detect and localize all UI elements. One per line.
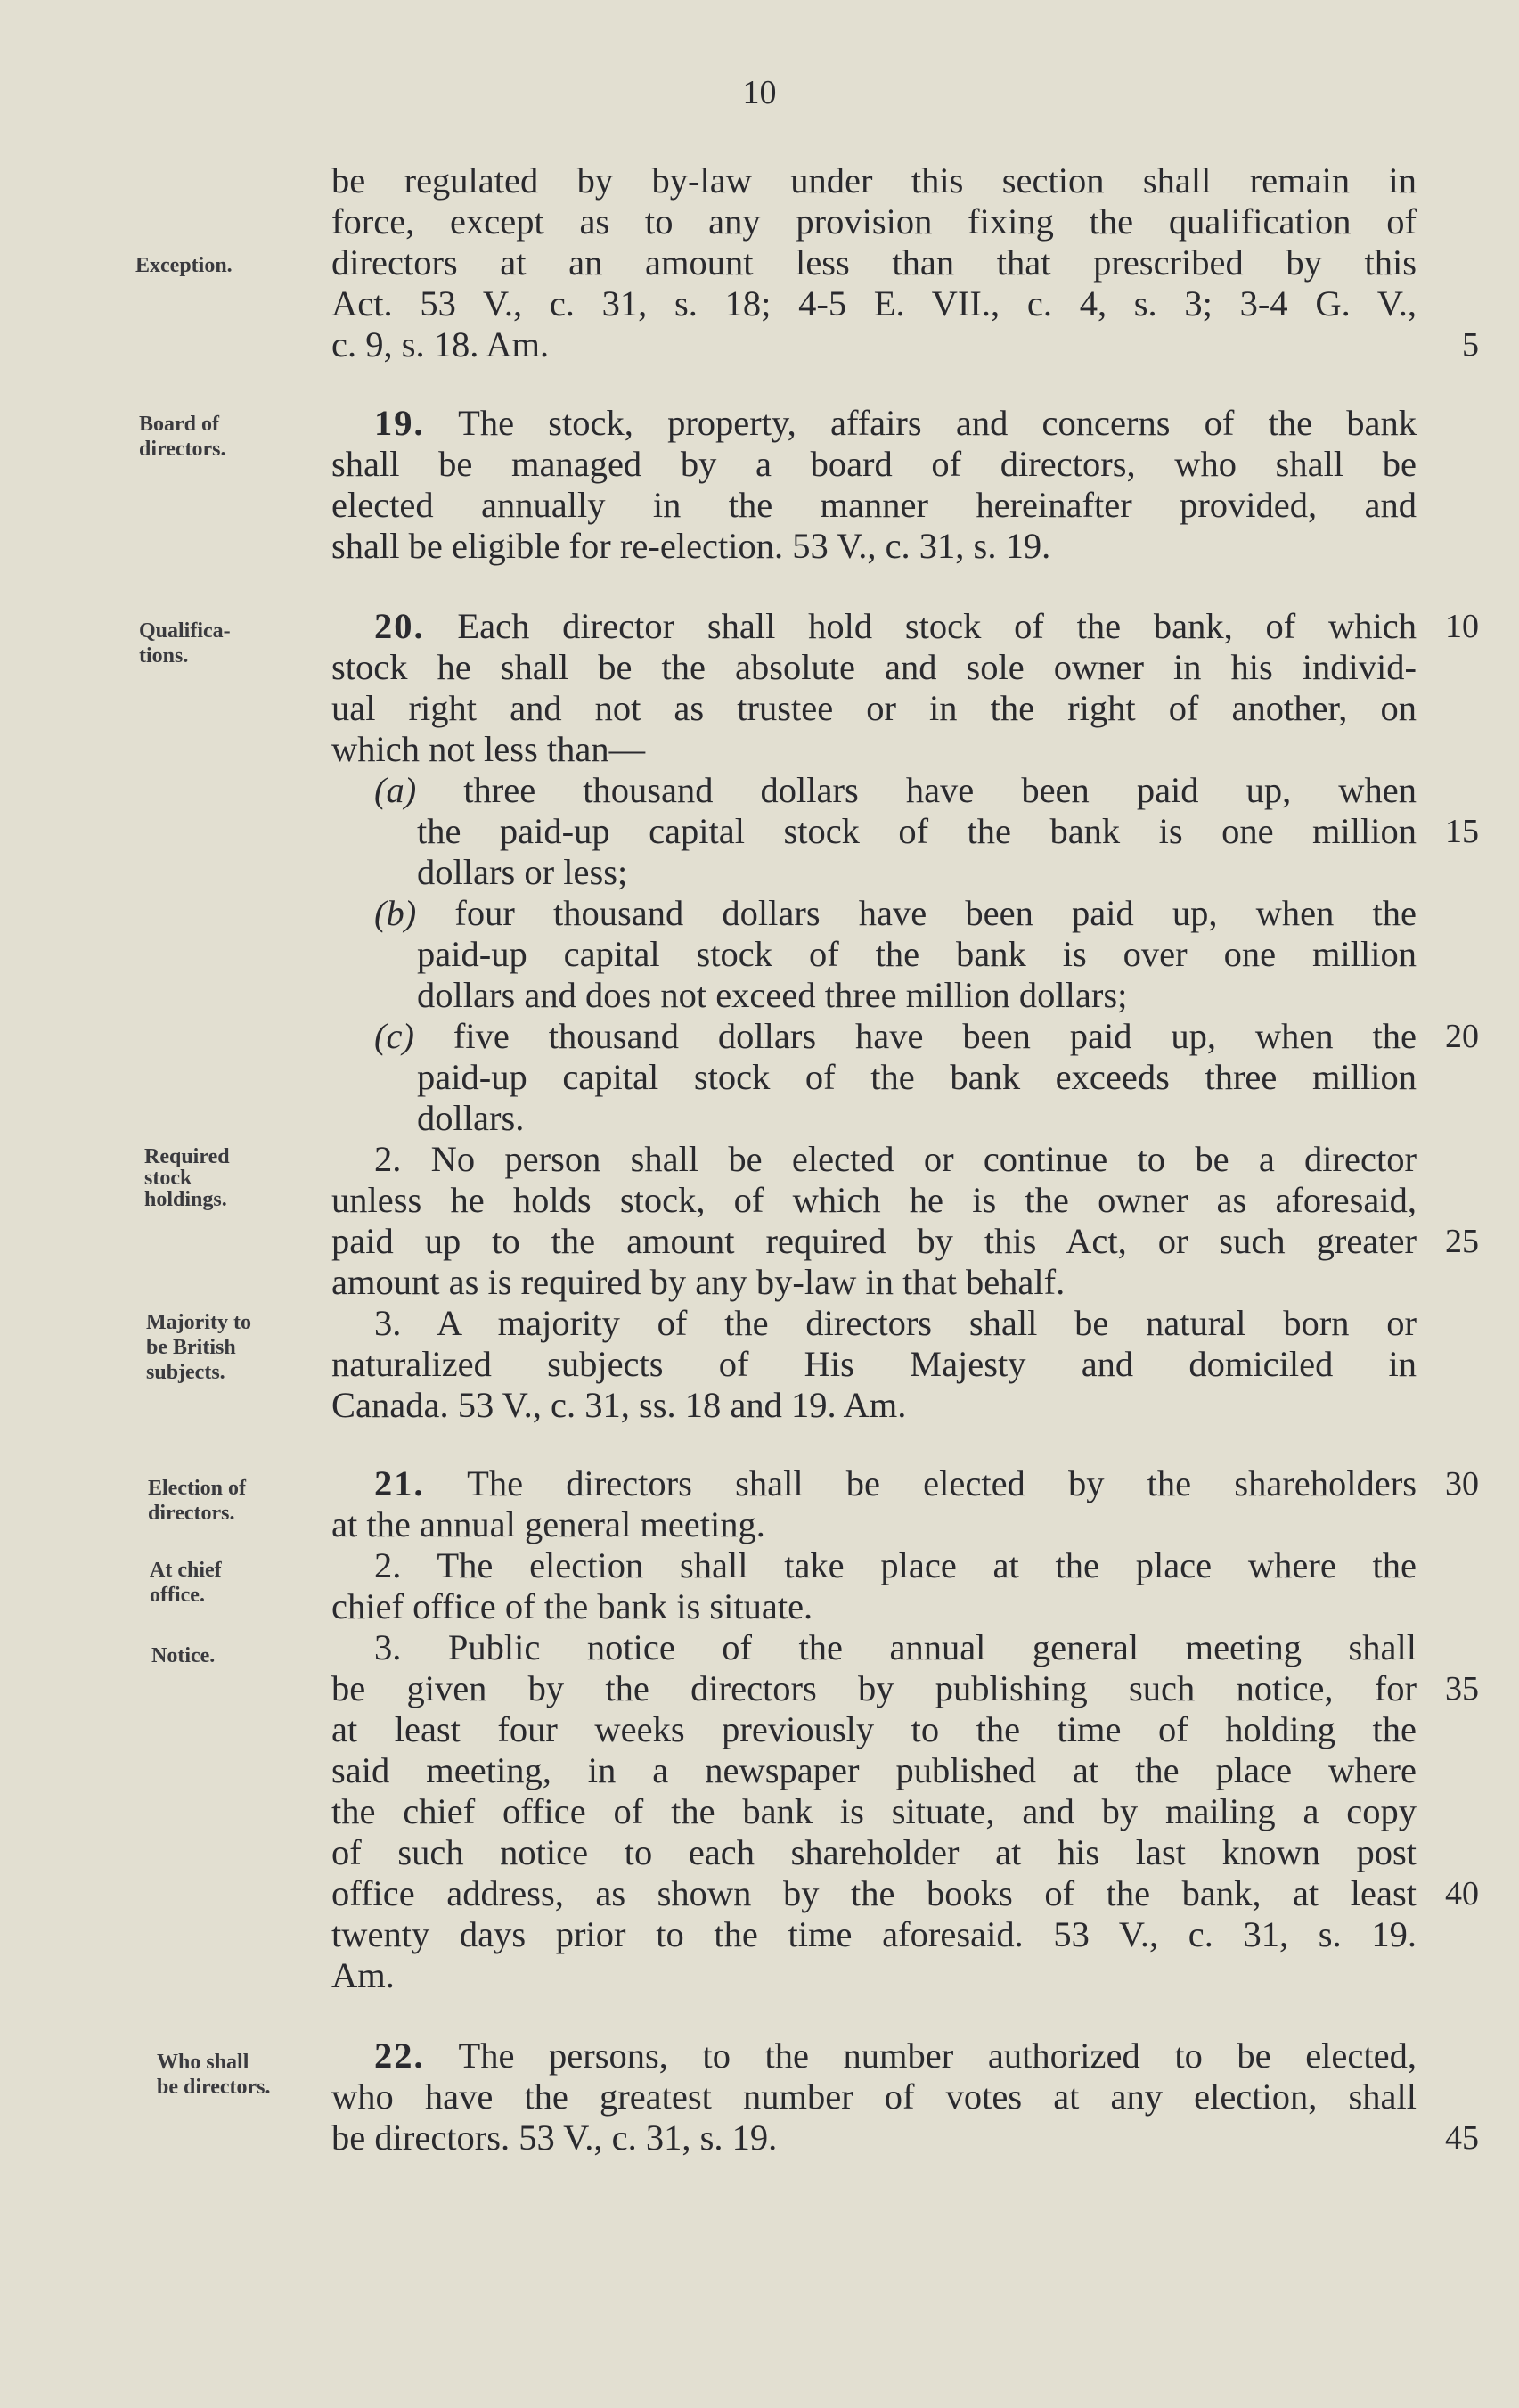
text-line: unless he holds stock, of which he is the owner as aforesaid, [331, 1180, 1417, 1220]
text-line: 2. The election shall take place at the place where the [374, 1545, 1417, 1585]
section-number: 19. [374, 403, 425, 443]
line-number: 40 [1445, 1875, 1479, 1912]
text-span: five thousand dollars have been paid up, when the [453, 1016, 1417, 1056]
text-line: 3. A majority of the directors shall be natural born or [374, 1303, 1417, 1343]
margin-note-line: directors. [139, 438, 226, 461]
text-line: of such notice to each shareholder at his last known post [331, 1832, 1417, 1872]
text-line: dollars or less; [417, 852, 628, 892]
text-line: stock he shall be the absolute and sole owner in his individ- [331, 647, 1417, 687]
section-19-first-line [374, 403, 1417, 444]
text-line: shall be managed by a board of directors, who shall be [331, 444, 1417, 484]
margin-note-line: Election of [148, 1477, 246, 1500]
text-line: shall be eligible for re-election. 53 V., c. 31, s. 19. [331, 526, 1051, 566]
margin-note-line: Qualifica- [139, 619, 231, 643]
text-line: office address, as shown by the books of the bank, at least [331, 1873, 1417, 1913]
text-line: be directors. 53 V., c. 31, s. 19. [331, 2117, 778, 2158]
margin-note-who-shall-be-directors [157, 2050, 335, 2100]
line-number: 15 [1445, 813, 1479, 850]
text-line: be regulated by by-law under this section shall remain in [331, 160, 1417, 201]
margin-note-line: be British [146, 1336, 236, 1359]
text-line: directors at an amount less than that prescribed by this [331, 242, 1417, 283]
text-line: paid-up capital stock of the bank exceeds three million [417, 1057, 1417, 1097]
margin-note-line: stock [144, 1167, 192, 1190]
text-span: The stock, property, affairs and concerns of the bank [458, 403, 1417, 443]
text-line: chief office of the bank is situate. [331, 1586, 813, 1626]
text-line: the paid-up capital stock of the bank is one million [417, 811, 1417, 851]
section-number: 20. [374, 606, 425, 646]
section-number: 22. [374, 2035, 425, 2076]
line-number: 25 [1445, 1223, 1479, 1260]
text-line: paid-up capital stock of the bank is over one million [417, 934, 1417, 974]
margin-note-line: Notice. [151, 1644, 216, 1667]
text-line: ual right and not as trustee or in the right of another, on [331, 688, 1417, 728]
text-line: force, except as to any provision fixing the qualification of [331, 201, 1417, 242]
margin-note-line: At chief [150, 1559, 222, 1582]
margin-note-line: directors. [148, 1502, 235, 1525]
margin-note-line: be directors. [157, 2076, 271, 2099]
section-20-first-line [374, 606, 1417, 647]
text-span: four thousand dollars have been paid up, when the [454, 893, 1417, 933]
margin-note-board-of-directors [139, 412, 317, 462]
section-22-first-line [374, 2035, 1417, 2076]
text-line: Am. [331, 1955, 395, 1995]
text-line: at the annual general meeting. [331, 1504, 765, 1544]
page-number: 10 [742, 74, 777, 111]
margin-note-line: Required [144, 1145, 230, 1168]
text-span: The directors shall be elected by the shareholders [467, 1463, 1417, 1503]
section-number: 21. [374, 1463, 425, 1503]
margin-note-line: Who shall [157, 2051, 249, 2074]
text-line: Canada. 53 V., c. 31, ss. 18 and 19. Am. [331, 1385, 907, 1425]
item-a-first-line [374, 770, 1417, 811]
margin-note-line: subjects. [146, 1361, 225, 1384]
text-line: the chief office of the bank is situate, and by mailing a copy [331, 1791, 1417, 1831]
text-line: dollars. [417, 1098, 525, 1138]
margin-note-notice [151, 1643, 330, 1668]
text-line: naturalized subjects of His Majesty and domiciled in [331, 1344, 1417, 1384]
text-line: Act. 53 V., c. 31, s. 18; 4-5 E. VII., c. 4, s. 3; 3-4 G. V., [331, 283, 1417, 324]
line-number: 45 [1445, 2119, 1479, 2157]
text-line: be given by the directors by publishing such notice, for [331, 1668, 1417, 1708]
margin-note-line: Board of [139, 413, 219, 436]
text-line: said meeting, in a newspaper published at the place where [331, 1750, 1417, 1790]
margin-note-line: office. [150, 1584, 205, 1607]
item-c-first-line [374, 1016, 1417, 1057]
text-line: elected annually in the manner hereinafter provided, and [331, 485, 1417, 525]
text-line: paid up to the amount required by this Act, or such greater [331, 1221, 1417, 1261]
text-span: The persons, to the number authorized to be elected, [458, 2035, 1417, 2076]
margin-note-election-of-directors [148, 1476, 326, 1526]
margin-note-majority-british [146, 1310, 324, 1385]
text-span: Each director shall hold stock of the bank, of which [457, 606, 1417, 646]
line-number: 5 [1462, 326, 1479, 364]
line-number: 35 [1445, 1670, 1479, 1708]
item-label: (a) [374, 770, 417, 810]
item-b-first-line [374, 893, 1417, 934]
text-line: twenty days prior to the time aforesaid. 53 V., c. 31, s. 19. [331, 1914, 1417, 1954]
margin-note-line: holdings. [144, 1188, 227, 1211]
text-line: which not less than— [331, 729, 646, 769]
text-line: who have the greatest number of votes at any election, shall [331, 2076, 1417, 2117]
margin-note-exception [135, 253, 314, 278]
text-line: dollars and does not exceed three million dollars; [417, 975, 1128, 1015]
item-label: (c) [374, 1016, 414, 1056]
line-number: 10 [1445, 608, 1479, 645]
line-number: 30 [1445, 1465, 1479, 1503]
margin-note-line: tions. [139, 644, 189, 668]
margin-note-qualifications [139, 618, 317, 668]
margin-note-line: Exception. [135, 254, 233, 277]
section-21-first-line [374, 1463, 1417, 1504]
margin-note-line: Majority to [146, 1311, 251, 1334]
text-line: amount as is required by any by-law in that behalf. [331, 1262, 1066, 1302]
text-span: three thousand dollars have been paid up, when [463, 770, 1417, 810]
text-line: 3. Public notice of the annual general meeting shall [374, 1627, 1417, 1667]
margin-note-at-chief-office [150, 1558, 328, 1608]
margin-note-required-stock-holdings [144, 1144, 323, 1212]
text-line: c. 9, s. 18. Am. [331, 324, 550, 364]
line-number: 20 [1445, 1018, 1479, 1055]
text-line: at least four weeks previously to the time of holding the [331, 1709, 1417, 1749]
text-line: 2. No person shall be elected or continue to be a director [374, 1139, 1417, 1179]
item-label: (b) [374, 893, 417, 933]
